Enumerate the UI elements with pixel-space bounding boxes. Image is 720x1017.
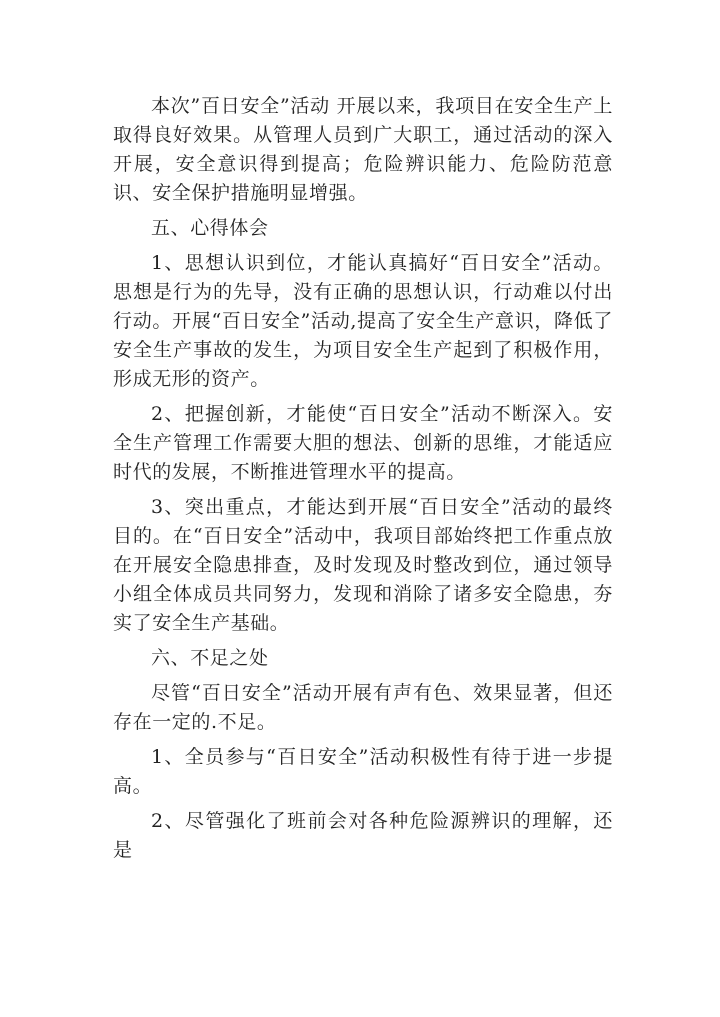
paragraph-results: 本次”百日安全”活动 开展以来，我项目在安全生产上取得良好效果。从管理人员到广大职工，通过活动的深入开展，安全意识得到提高；危险辨识能力、危险防范意识、安全保护措施明显增强。 [113,95,613,204]
document-body [113,92,613,871]
paragraph-point-3: 3、突出重点，才能达到开展“百日安全”活动的最终目的。在“百日安全”活动中，我项目部始终把工作重点放在开展安全隐患排查，及时发现及时整改到位，通过领导小组全体成员共同努力，发现和消除了诸多安全隐患，夯实了安全生产基础。 [113,496,613,634]
paragraph-shortcoming-2: 2、尽管强化了班前会对各种危险源辨识的理解，还是 [113,810,613,861]
paragraph-shortcomings-intro: 尽管“百日安全”活动开展有声有色、效果显著，但还存在一定的.不足。 [113,682,613,733]
section-heading-shortcomings: 六、不足之处 [151,647,269,669]
paragraph-shortcoming-1: 1、全员参与“百日安全”活动积极性有待于进一步提高。 [113,746,613,797]
section-heading-experience: 五、心得体会 [151,217,269,239]
paragraph-point-1: 1、思想认识到位，才能认真搞好“百日安全”活动。思想是行为的先导，没有正确的思想认识，行动难以付出行动。开展“百日安全”活动,提高了安全生产意识，降低了安全生产事故的发生，为项目安全生产起到了积极作用，形成无形的资产。 [113,252,613,390]
paragraph-point-2: 2、把握创新，才能使“百日安全”活动不断深入。安全生产管理工作需要大胆的想法、创新的思维，才能适应时代的发展，不断推进管理水平的提高。 [113,403,613,483]
